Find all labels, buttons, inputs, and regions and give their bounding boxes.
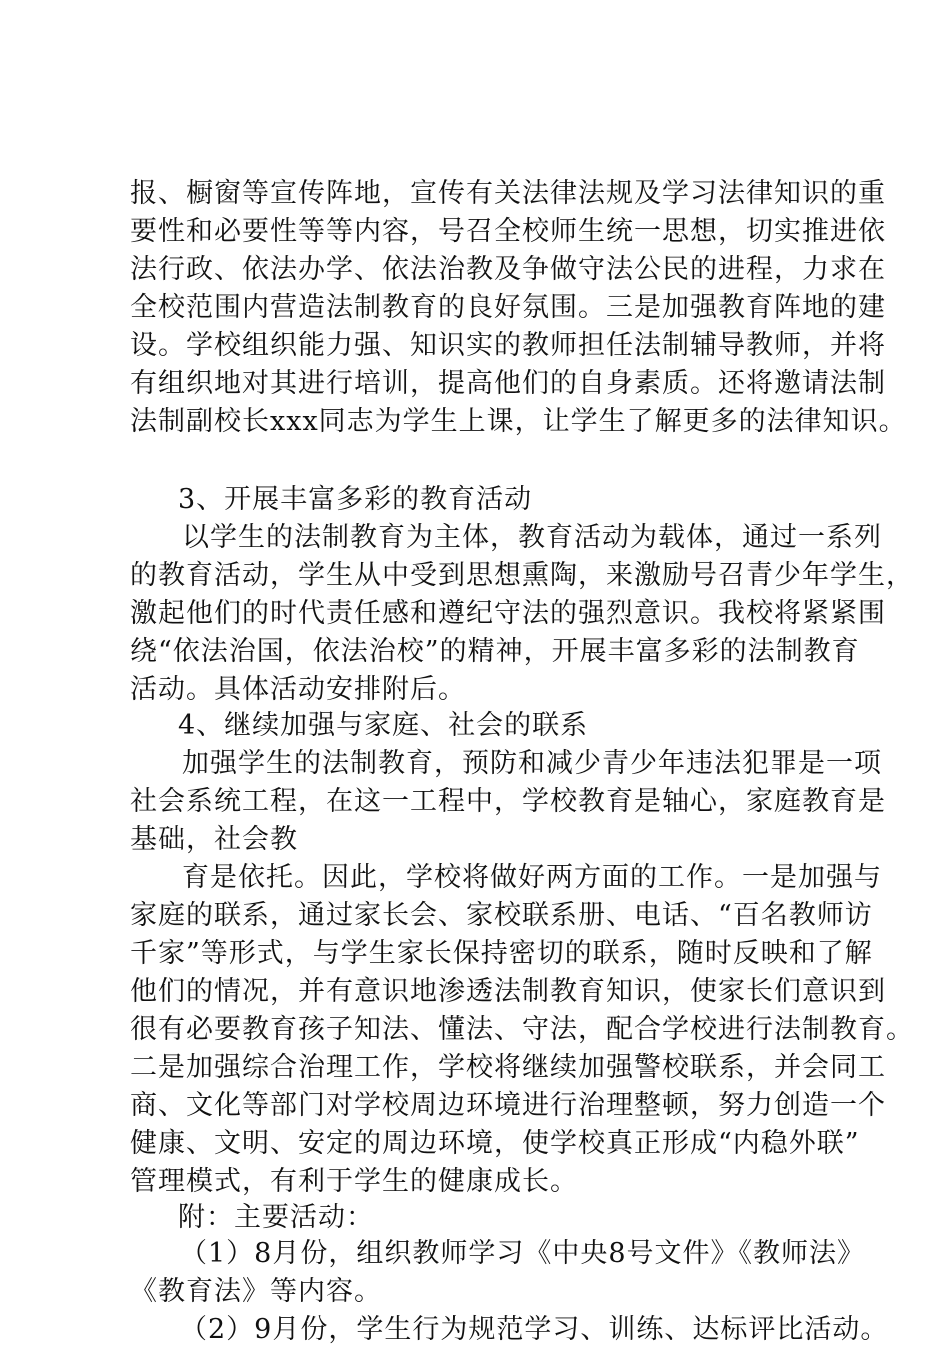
- body-line: 育是依托。因此，学校将做好两方面的工作。一是加强与: [182, 862, 882, 893]
- body-line: 绕“依法治国，依法治校”的精神，开展丰富多彩的法制教育: [130, 636, 860, 667]
- activity-item: 《教育法》等内容。: [130, 1276, 382, 1307]
- body-line: 有组织地对其进行培训，提高他们的自身素质。还将邀请法制: [130, 368, 886, 399]
- body-line: 法行政、依法办学、依法治教及争做守法公民的进程，力求在: [130, 254, 886, 285]
- body-line: 以学生的法制教育为主体，教育活动为载体，通过一系列: [182, 522, 882, 553]
- body-line: 家庭的联系，通过家长会、家校联系册、电话、“百名教师访: [130, 900, 873, 931]
- body-line: 基础，社会教: [130, 824, 298, 855]
- body-line: 管理模式，有利于学生的健康成长。: [130, 1166, 578, 1197]
- body-line: 激起他们的时代责任感和遵纪守法的强烈意识。我校将紧紧围: [130, 598, 886, 629]
- body-line: 的教育活动，学生从中受到思想熏陶，来激励号召青少年学生，: [130, 560, 914, 591]
- section-heading: 3、开展丰富多彩的教育活动: [178, 484, 533, 515]
- body-line: 二是加强综合治理工作，学校将继续加强警校联系，并会同工: [130, 1052, 886, 1083]
- body-line: 全校范围内营造法制教育的良好氛围。三是加强教育阵地的建: [130, 292, 886, 323]
- body-line: 活动。具体活动安排附后。: [130, 674, 466, 705]
- section-heading: 4、继续加强与家庭、社会的联系: [178, 710, 589, 741]
- body-line: 社会系统工程，在这一工程中，学校教育是轴心，家庭教育是: [130, 786, 886, 817]
- body-line: 报、橱窗等宣传阵地，宣传有关法律法规及学习法律知识的重: [130, 178, 886, 209]
- body-line: 他们的情况，并有意识地渗透法制教育知识，使家长们意识到: [130, 976, 886, 1007]
- body-line: 商、文化等部门对学校周边环境进行治理整顿，努力创造一个: [130, 1090, 886, 1121]
- activity-item: （1）8月份，组织教师学习《中央8号文件》《教师法》: [180, 1238, 866, 1269]
- activity-item: （2）9月份，学生行为规范学习、训练、达标评比活动。: [180, 1314, 889, 1345]
- body-line: 健康、文明、安定的周边环境，使学校真正形成“内稳外联”: [130, 1128, 860, 1159]
- body-line: 设。学校组织能力强、知识实的教师担任法制辅导教师，并将: [130, 330, 886, 361]
- body-line: 加强学生的法制教育，预防和减少青少年违法犯罪是一项: [182, 748, 882, 779]
- body-line: 很有必要教育孩子知法、懂法、守法，配合学校进行法制教育。: [130, 1014, 914, 1045]
- body-line: 千家”等形式，与学生家长保持密切的联系，随时反映和了解: [130, 938, 873, 969]
- body-line: 法制副校长xxx同志为学生上课，让学生了解更多的法律知识。: [130, 406, 907, 437]
- body-line: 要性和必要性等等内容，号召全校师生统一思想，切实推进依: [130, 216, 886, 247]
- appendix-heading: 附：主要活动：: [178, 1202, 374, 1233]
